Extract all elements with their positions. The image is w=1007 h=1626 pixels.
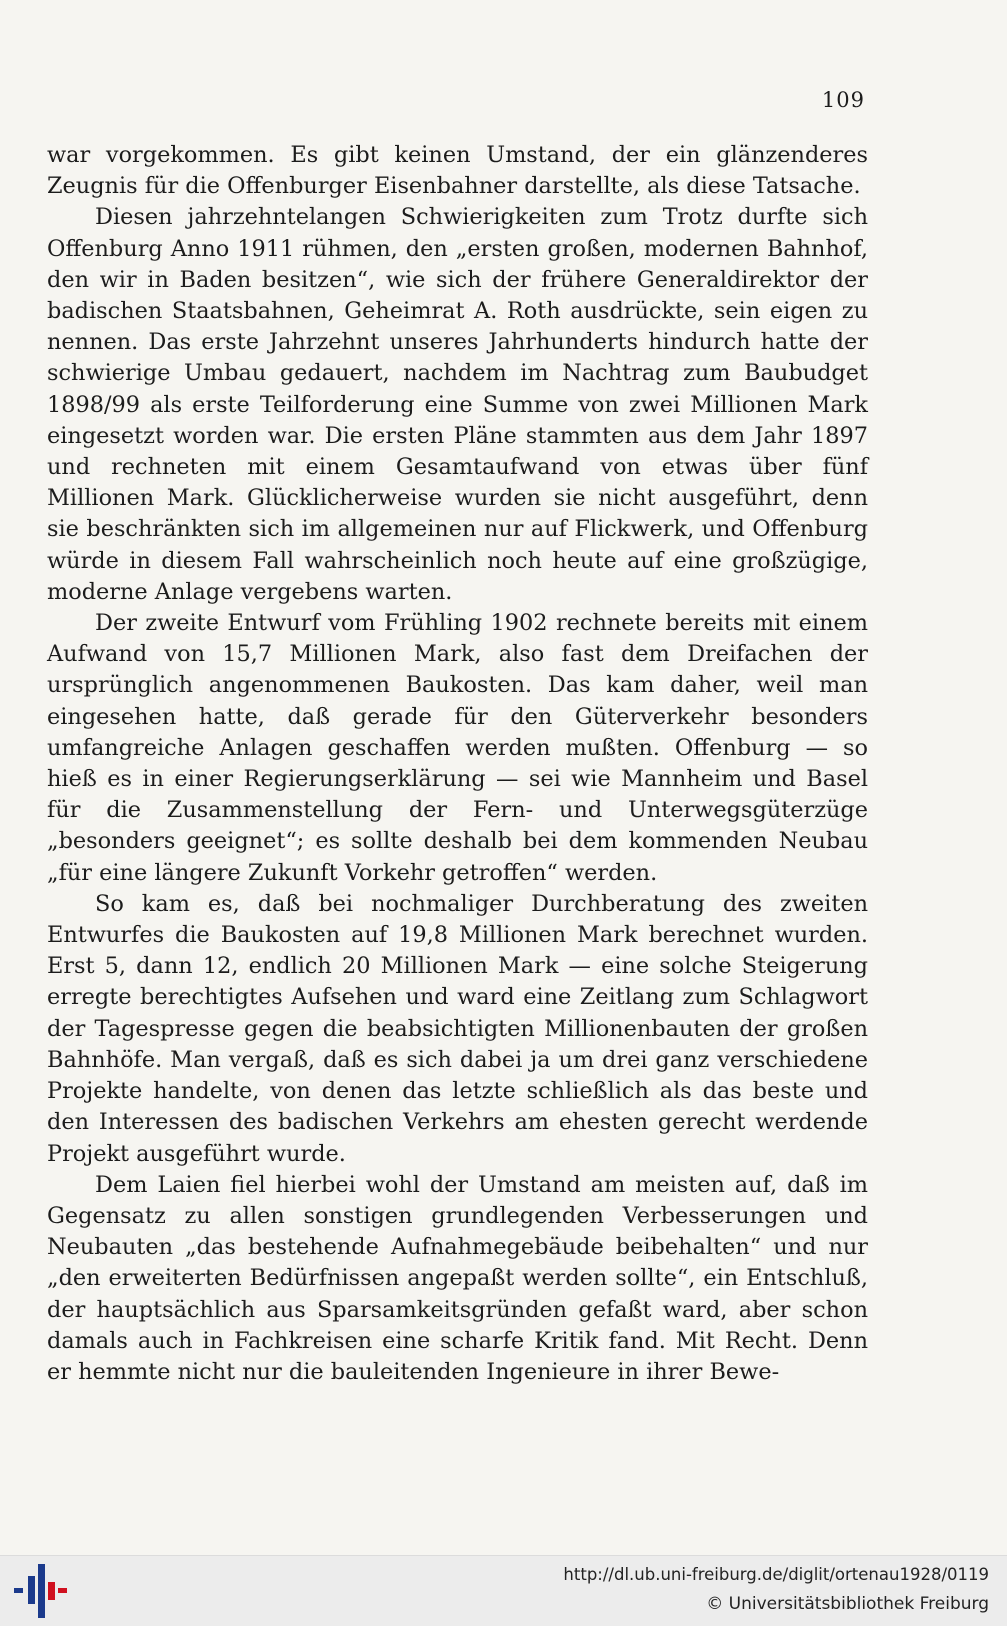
paragraph-3: Der zweite Entwurf vom Frühling 1902 rechnete bereits mit einem Aufwand von 15,7 Millionen Mark, also fast dem Dreifachen der ursprünglich angenommenen Baukosten. Das kam daher, weil man eingesehen hatte, daß gerade für den Güterverkehr besonders umfangreiche Anlagen geschaffen werden mußten. Offenburg — so hieß es in einer Regierungserklärung — sei wie Mannheim und Basel für die Zusammenstellung der Fern- und Unterwegsgüterzüge „besonders geeignet“; es sollte deshalb bei dem kommenden Neubau „für eine längere Zukunft Vorkehr getroffen“ werden.	[47, 610, 868, 886]
viewer-footer	[0, 1555, 1007, 1626]
paragraph-5: Dem Laien fiel hierbei wohl der Umstand am meisten auf, daß im Gegensatz zu allen sonstigen grundlegenden Verbesserungen und Neubauten „das bestehende Aufnahmegebäude beibehalten“ und nur „den erweiterten Bedürfnissen angepaßt werden sollte“, ein Entschluß, der hauptsächlich aus Sparsamkeitsgründen gefaßt ward, aber schon damals auch in Fachkreisen eine scharfe Kritik fand. Mit Recht. Denn er hemmte nicht nur die bauleitenden Ingenieure in ihrer Bewe-	[47, 1171, 868, 1385]
paragraph-2: Diesen jahrzehntelangen Schwierigkeiten zum Trotz durfte sich Offenburg Anno 1911 rühmen, den „ersten großen, modernen Bahnhof, den wir in Baden besitzen“, wie sich der frühere Generaldirektor der badischen Staatsbahnen, Geheimrat A. Roth ausdrückte, sein eigen zu nennen. Das erste Jahrzehnt unseres Jahrhunderts hindurch hatte der schwierige Umbau gedauert, nachdem im Nachtrag zum Baubudget 1898/99 als erste Teilforderung eine Summe von zwei Millionen Mark eingesetzt worden war. Die ersten Pläne stammten aus dem Jahr 1897 und rechneten mit einem Gesamtaufwand von etwas über fünf Millionen Mark. Glücklicherweise wurden sie nicht ausgeführt, denn sie beschränkten sich im allgemeinen nur auf Flickwerk, und Offenburg würde in diesem Fall wahrscheinlich noch heute auf eine großzügige, moderne Anlage vergebens warten.	[47, 204, 868, 605]
paragraph-1: war vorgekommen. Es gibt keinen Umstand, der ein glänzenderes Zeugnis für die Offenburger Eisenbahner darstellte, als diese Tatsache.	[47, 142, 868, 200]
copyright-notice: © Universitätsbibliothek Freiburg	[706, 1594, 989, 1614]
page-number: 109	[821, 88, 865, 112]
permalink-link[interactable]: http://dl.ub.uni-freiburg.de/diglit/ortenau1928/0119	[563, 1565, 989, 1584]
paragraph-4: So kam es, daß bei nochmaliger Durchberatung des zweiten Entwurfes die Baukosten auf 19,8 Millionen Mark berechnet wurden. Erst 5, dann 12, endlich 20 Millionen Mark — eine solche Steigerung erregte berechtigtes Aufsehen und ward eine Zeitlang zum Schlagwort der Tagespresse gegen die beabsichtigten Millionenbauten der großen Bahnhöfe. Man vergaß, daß es sich dabei ja um drei ganz verschiedene Projekte handelte, von denen das letzte schließlich als das beste und den Interessen des badischen Verkehrs am ehesten gerecht werdende Projekt ausgeführt wurde.	[47, 890, 868, 1167]
body-text	[47, 140, 868, 1388]
library-logo-icon	[10, 1562, 70, 1620]
